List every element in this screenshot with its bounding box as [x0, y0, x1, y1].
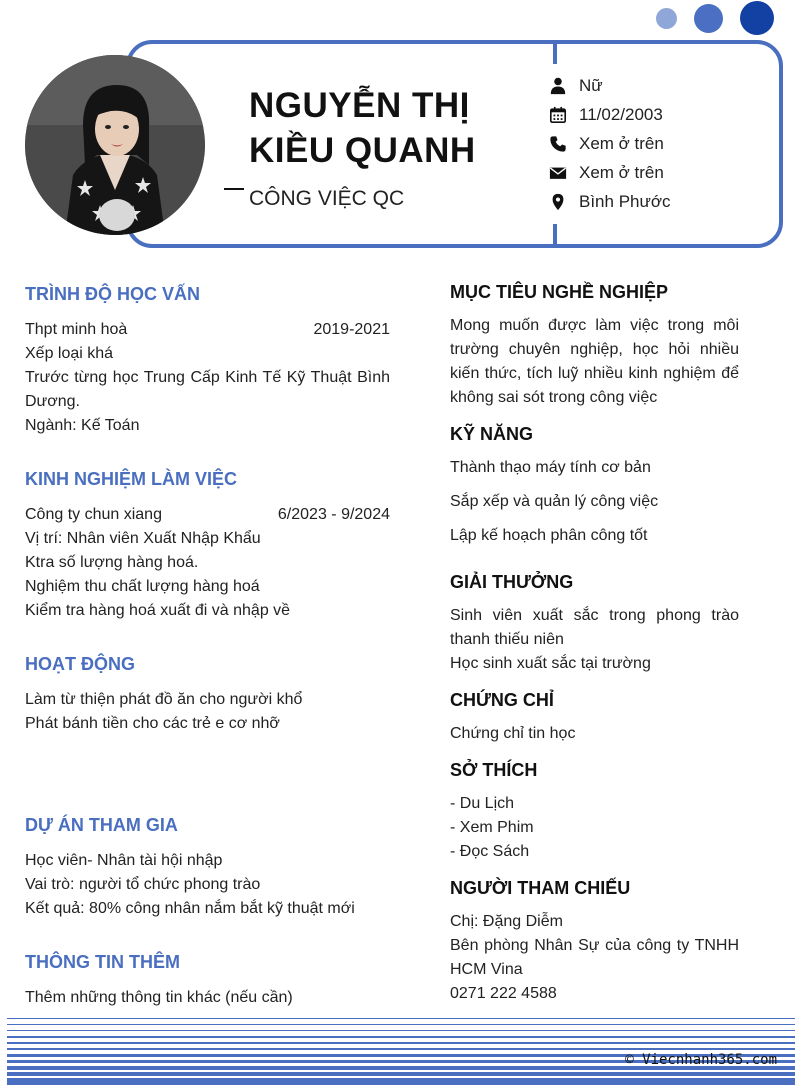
- contact-email: [548, 161, 664, 185]
- section-title-extra: THÔNG TIN THÊM: [25, 952, 180, 972]
- contact-gender: [548, 74, 603, 98]
- project-line: Vai trò: người tổ chức phong trào: [25, 876, 261, 893]
- contact-phone-text: Xem ở trên: [579, 134, 664, 153]
- section-title-hobbies: SỞ THÍCH: [450, 760, 538, 780]
- job-title-dash: [224, 188, 244, 190]
- education-previous: Trước từng học Trung Cấp Kinh Tế Kỹ Thuật Bình Dương.: [25, 369, 390, 410]
- education-major: Ngành: Kế Toán: [25, 417, 140, 434]
- contact-birthdate-text: 11/02/2003: [579, 105, 663, 124]
- extra-line: Thêm những thông tin khác (nếu cần): [25, 989, 293, 1006]
- experience-line: Nghiệm thu chất lượng hàng hoá: [25, 578, 260, 595]
- section-title-skills: KỸ NĂNG: [450, 424, 534, 444]
- contact-phone: [548, 132, 664, 156]
- experience-line: Vị trí: Nhân viên Xuất Nhập Khẩu: [25, 530, 261, 547]
- contact-address-text: Bình Phước: [579, 192, 671, 211]
- section-title-objective: MỤC TIÊU NGHỀ NGHIỆP: [450, 282, 669, 302]
- certificate-item: Chứng chỉ tin học: [450, 725, 576, 742]
- education-school: Thpt minh hoà: [25, 321, 128, 338]
- avatar: [25, 55, 205, 235]
- skill-item: Sắp xếp và quản lý công việc: [450, 493, 659, 510]
- section-title-awards: GIẢI THƯỞNG: [450, 572, 574, 592]
- experience-dates: 6/2023 - 9/2024: [277, 506, 390, 523]
- award-item: Học sinh xuất sắc tại trường: [450, 655, 651, 672]
- person-icon: [548, 76, 568, 96]
- calendar-icon: [548, 105, 568, 125]
- contact-birthdate: [548, 103, 663, 127]
- education-dates: 2019-2021: [313, 321, 390, 338]
- award-item: Sinh viên xuất sắc trong phong trào thanh thiếu niên: [450, 607, 739, 648]
- section-title-experience: KINH NGHIỆM LÀM VIỆC: [25, 469, 238, 489]
- hobby-item: - Đọc Sách: [450, 843, 530, 860]
- full-name-line2: KIỀU QUANH: [249, 131, 476, 170]
- hobby-item: - Xem Phim: [450, 819, 534, 836]
- footer-stripes: [7, 1016, 795, 1085]
- decorative-dot-medium: [694, 4, 723, 33]
- experience-line: Kiểm tra hàng hoá xuất đi và nhập về: [25, 602, 291, 619]
- envelope-icon: [548, 163, 568, 183]
- section-title-education: TRÌNH ĐỘ HỌC VẤN: [25, 284, 200, 304]
- objective-text: Mong muốn được làm việc trong môi trường chuyên nghiệp, học hỏi nhiều kiến thức, tích luỹ nhiều kinh nghiệm để không sai sót trong công việc: [450, 317, 739, 406]
- project-line: Kết quả: 80% công nhân nắm bắt kỹ thuật mới: [25, 900, 355, 917]
- education-rank: Xếp loại khá: [25, 345, 114, 362]
- project-line: Học viên- Nhân tài hội nhập: [25, 852, 223, 869]
- reference-phone: 0271 222 4588: [450, 985, 557, 1002]
- phone-icon: [548, 134, 568, 154]
- job-title: CÔNG VIỆC QC: [249, 187, 405, 210]
- reference-company: Bên phòng Nhân Sự của công ty TNHH HCM Vina: [450, 937, 739, 978]
- decorative-dot-light: [656, 8, 677, 29]
- skill-item: Thành thạo máy tính cơ bản: [450, 459, 651, 476]
- map-pin-icon: [548, 192, 568, 212]
- experience-company: Công ty chun xiang: [25, 506, 162, 523]
- activity-line: Phát bánh tiền cho các trẻ e cơ nhỡ: [25, 715, 280, 732]
- skill-item: Lập kế hoạch phân công tốt: [450, 527, 648, 544]
- experience-line: Ktra số lượng hàng hoá.: [25, 554, 199, 571]
- contact-email-text: Xem ở trên: [579, 163, 664, 182]
- avatar-photo-illustration: [25, 55, 205, 235]
- copyright-text: © Viecnhanh365.com: [625, 1052, 777, 1068]
- hobby-item: - Du Lịch: [450, 795, 515, 812]
- contact-address: [548, 190, 671, 214]
- section-title-projects: DỰ ÁN THAM GIA: [25, 815, 178, 835]
- contact-gender-text: Nữ: [579, 76, 603, 95]
- decorative-dot-dark: [740, 1, 774, 35]
- section-title-certificates: CHỨNG CHỈ: [450, 690, 554, 710]
- reference-name: Chị: Đặng Diễm: [450, 913, 563, 930]
- section-title-references: NGƯỜI THAM CHIẾU: [450, 878, 631, 898]
- activity-line: Làm từ thiện phát đồ ăn cho người khổ: [25, 691, 303, 708]
- section-title-activities: HOẠT ĐỘNG: [25, 654, 135, 674]
- full-name-line1: NGUYỄN THỊ: [249, 86, 470, 125]
